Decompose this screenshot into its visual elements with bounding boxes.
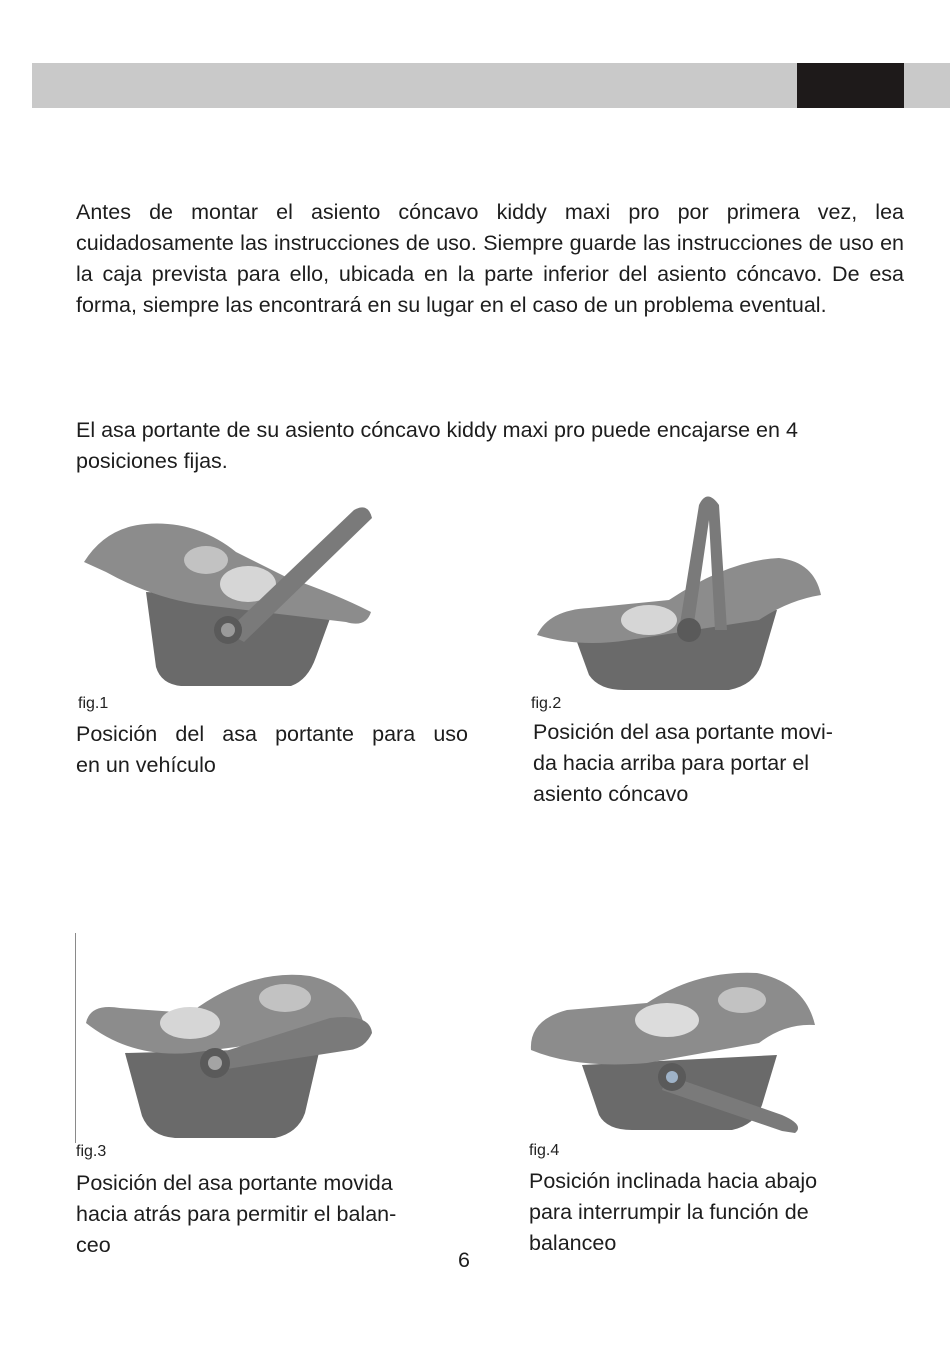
figure-2-caption-line-2: da hacia arriba para portar el: [533, 751, 810, 775]
figure-1-caption-line-2: en un vehículo: [76, 753, 216, 777]
car-seat-handle-down-icon: [527, 965, 822, 1135]
figure-3-caption-line-3: ceo: [76, 1233, 111, 1257]
figure-3-caption-line-2: hacia atrás para permitir el balan-: [76, 1202, 397, 1226]
figure-2-caption-line-1: Posición del asa portante movi-: [533, 720, 833, 744]
car-seat-handle-up-icon: [529, 480, 829, 695]
figure-1-caption-line-1: Posición del asa portante para uso: [76, 722, 468, 746]
figure-3-caption-line-1: Posición del asa portante movida: [76, 1171, 393, 1195]
car-seat-handle-forward-icon: [76, 482, 386, 694]
figure-3-left-rule: [75, 933, 76, 1143]
figure-3-label: fig.3: [76, 1143, 107, 1160]
figure-4-caption-line-2: para interrumpir la función de: [529, 1200, 809, 1224]
figure-4-label: fig.4: [529, 1142, 560, 1159]
page-number: 6: [458, 1248, 470, 1272]
figure-4-caption-line-3: balanceo: [529, 1231, 617, 1255]
header-black-block: [797, 63, 904, 108]
intro-paragraph: Antes de montar el asiento cóncavo kiddy maxi pro por primera vez, lea cuidadosamente las instrucciones de uso. Siempre guarde las instrucciones de uso en la caja prevista para ello, ubicada en la parte inferior del asiento cóncavo. De esa forma, siempre las encontrará en su lugar en el caso de un problema eventual.: [76, 200, 904, 317]
figure-2-caption-line-3: asiento cóncavo: [533, 782, 689, 806]
car-seat-handle-back-icon: [80, 958, 380, 1146]
figure-1-label: fig.1: [78, 695, 109, 712]
figure-4-caption-line-1: Posición inclinada hacia abajo: [529, 1169, 818, 1193]
handle-positions-paragraph: El asa portante de su asiento cóncavo kiddy maxi pro puede encajarse en 4 posiciones fijas.: [76, 418, 798, 473]
figure-2-label: fig.2: [531, 695, 562, 712]
